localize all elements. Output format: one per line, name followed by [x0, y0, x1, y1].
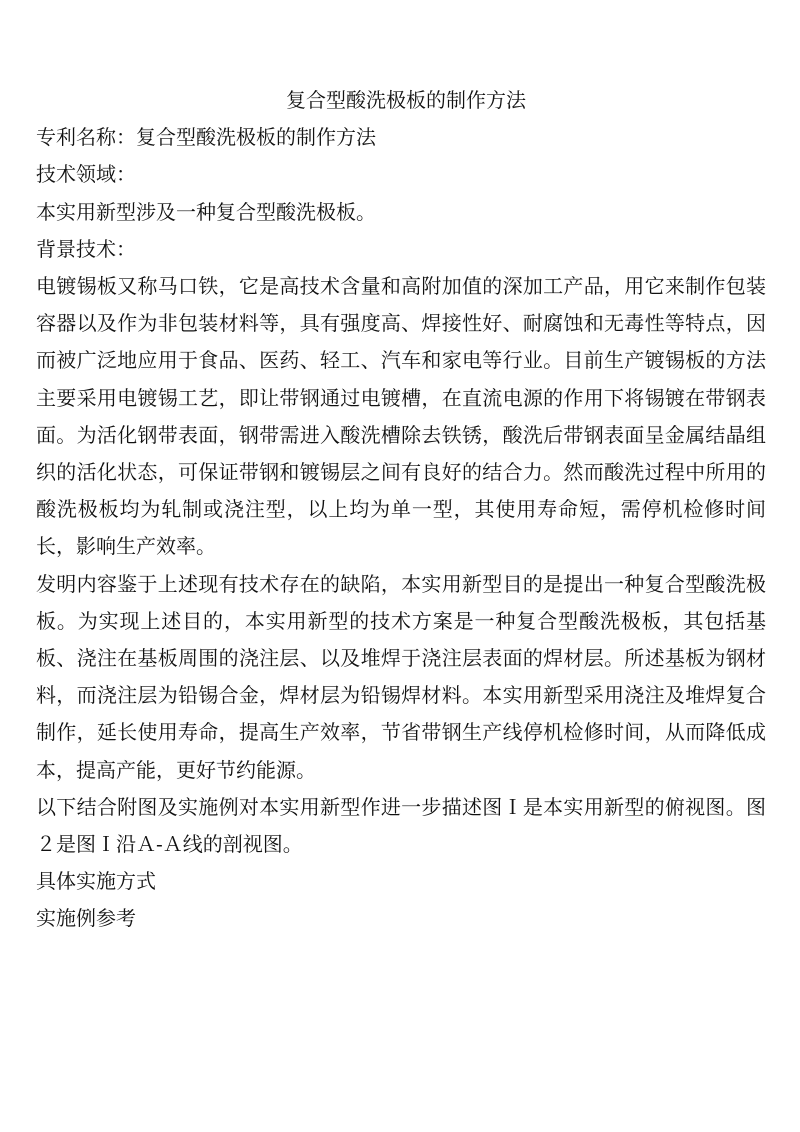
document-page	[36, 82, 766, 938]
document-title: 复合型酸洗极板的制作方法	[286, 88, 526, 112]
tech-field-text: 本实用新型涉及一种复合型酸洗极板。	[36, 199, 376, 224]
invention-paragraph: 发明内容鉴于上述现有技术存在的缺陷，本实用新型目的是提出一种复合型酸洗极板。为实现上述目的，本实用新型的技术方案是一种复合型酸洗极板，其包括基板、浇注在基板周围的浇注层、以及堆焊于浇注层表面的焊材层。所述基板为钢材料，而浇注层为铅锡合金，焊材层为铅锡焊材料。本实用新型采用浇注及堆焊复合制作，延长使用寿命，提高生产效率，节省带钢生产线停机检修时间，从而降低成本，提高产能，更好节约能源。	[36, 571, 766, 782]
embodiment-heading: 具体实施方式	[36, 869, 156, 894]
patent-name-line: 专利名称：复合型酸洗极板的制作方法	[36, 125, 376, 150]
example-heading: 实施例参考	[36, 906, 136, 931]
tech-field-heading: 技术领域：	[36, 162, 136, 187]
background-heading: 背景技术：	[36, 236, 136, 261]
background-paragraph: 电镀锡板又称马口铁，它是高技术含量和高附加值的深加工产品，用它来制作包装容器以及作为非包装材料等，具有强度高、焊接性好、耐腐蚀和无毒性等特点，因而被广泛地应用于食品、医药、轻工、汽车和家电等行业。目前生产镀锡板的方法主要采用电镀锡工艺，即让带钢通过电镀槽，在直流电源的作用下将锡镀在带钢表面。为活化钢带表面，钢带需进入酸洗槽除去铁锈，酸洗后带钢表面呈金属结晶组织的活化状态，可保证带钢和镀锡层之间有良好的结合力。然而酸洗过程中所用的酸洗极板均为轧制或浇注型，以上均为单一型，其使用寿命短，需停机检修时间长，影响生产效率。	[36, 274, 766, 559]
figures-paragraph: 以下结合附图及实施例对本实用新型作进一步描述图Ｉ是本实用新型的俯视图。图２是图Ｉ沿Ａ-Ａ线的剖视图。	[36, 794, 766, 857]
